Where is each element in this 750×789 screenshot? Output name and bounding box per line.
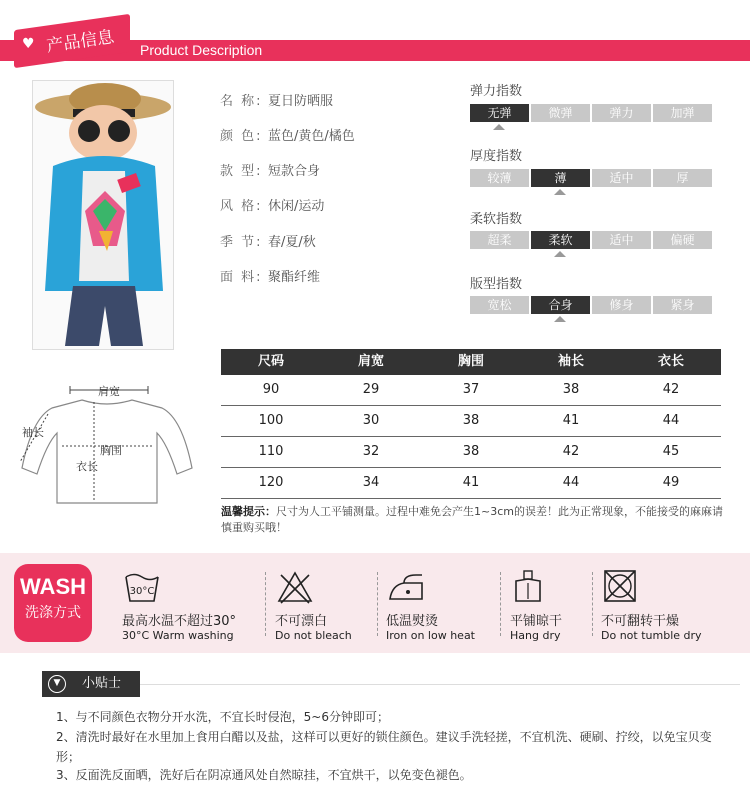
wash-label-cn: 最高水温不超过30° (122, 614, 237, 629)
wash-item (386, 569, 475, 642)
table-cell: 90 (262, 382, 280, 397)
table-cell: 32 (362, 444, 380, 459)
softness-option: 适中 (592, 231, 651, 249)
selection-marker-icon (554, 251, 566, 257)
wash-label-cn: 不可翻转干燥 (601, 614, 680, 629)
divider (377, 572, 378, 636)
table-row (221, 468, 721, 499)
wash-label-cn: 平铺晾干 (510, 614, 563, 629)
info-style-cut: 款 型: 短款合身 (220, 164, 321, 179)
table-cell: 42 (562, 444, 580, 459)
hang-dry-icon (510, 569, 550, 605)
fit-option: 宽松 (470, 296, 529, 314)
table-cell: 37 (462, 382, 480, 397)
table-cell: 49 (662, 475, 680, 490)
table-cell: 45 (662, 444, 680, 459)
table-cell: 44 (662, 413, 680, 428)
tip-item: 2、清洗时最好在水里加上食用白醋以及盐，这样可以更好的锁住颜色。建议手洗轻搓，不宜机洗、硬刷、拧绞，以免宝贝变形； (56, 730, 712, 764)
table-cell: 38 (462, 444, 480, 459)
table-cell: 44 (562, 475, 580, 490)
info-fabric: 面 料: 聚酯纤维 (220, 270, 321, 285)
heart-icon: ♥ (22, 36, 35, 52)
softness-scale (470, 231, 712, 249)
wash-label-en: Hang dry (510, 629, 561, 642)
table-cell: 34 (362, 475, 380, 490)
low-heat-iron-icon (386, 569, 426, 605)
wash-badge (14, 564, 92, 642)
info-name: 名 称: 夏日防晒服 (220, 94, 334, 109)
softness-title: 柔软指数 (470, 212, 523, 227)
elasticity-option: 加弹 (653, 104, 712, 122)
fit-scale (470, 296, 712, 314)
wash-label-cn: 不可漂白 (275, 614, 328, 629)
diagram-shoulder-label: 肩宽 (98, 385, 120, 398)
wash-item (510, 569, 562, 642)
wash-label-en: Iron on low heat (386, 629, 475, 642)
wash-label-cn: 低温熨烫 (386, 614, 439, 629)
thickness-title: 厚度指数 (470, 149, 523, 164)
column-header: 尺码 (257, 354, 284, 369)
fit-option: 紧身 (653, 296, 712, 314)
table-cell: 41 (462, 475, 480, 490)
table-cell: 38 (562, 382, 580, 397)
table-cell: 42 (662, 382, 680, 397)
wash-label-en: Do not bleach (275, 629, 352, 642)
table-cell: 110 (258, 444, 284, 459)
header-title-cn: 产品信息 (45, 27, 116, 57)
selection-marker-icon (554, 316, 566, 322)
elasticity-scale (470, 104, 712, 122)
diagram-chest-label: 胸围 (100, 444, 122, 457)
column-header: 衣长 (657, 354, 684, 369)
header-title-en: Product Description (140, 42, 263, 58)
diagram-length-label: 衣长 (76, 460, 98, 473)
column-header: 肩宽 (357, 354, 384, 369)
table-header (221, 349, 721, 375)
divider (592, 572, 593, 636)
thickness-option: 厚 (653, 169, 712, 187)
size-table (221, 349, 721, 499)
table-cell: 41 (562, 413, 580, 428)
divider (500, 572, 501, 636)
divider (140, 684, 740, 685)
table-row (221, 375, 721, 406)
info-color: 颜 色: 蓝色/黄色/橘色 (220, 129, 355, 144)
softness-option: 偏硬 (653, 231, 712, 249)
elasticity-option: 无弹 (470, 104, 529, 122)
svg-text:30°C: 30°C (129, 586, 155, 597)
softness-option: 柔软 (531, 231, 590, 249)
no-bleach-icon (275, 569, 315, 605)
elasticity-option: 弹力 (592, 104, 651, 122)
info-season: 季 节: 春/夏/秋 (220, 235, 316, 250)
product-photo (32, 80, 174, 350)
wash-title-en: WASH (20, 574, 86, 599)
thickness-scale (470, 169, 712, 187)
table-row (221, 437, 721, 468)
wash-title-cn: 洗涤方式 (25, 605, 81, 621)
chevron-down-icon: ▼ (48, 675, 66, 693)
wash-label-en: 30°C Warm washing (122, 629, 234, 642)
wash-label-en: Do not tumble dry (601, 629, 702, 642)
table-cell: 29 (362, 382, 380, 397)
selection-marker-icon (554, 189, 566, 195)
note-text: 尺寸为人工平铺测量。过程中难免会产生1~3cm的误差！此为正常现象，不能接受的麻麻请慎重购买哦！ (221, 505, 723, 534)
note-label: 温馨提示： (221, 505, 276, 518)
thickness-option: 薄 (531, 169, 590, 187)
diagram-sleeve-label: 袖长 (22, 426, 44, 439)
elasticity-option: 微弹 (531, 104, 590, 122)
table-cell: 100 (258, 413, 284, 428)
wash-item (122, 569, 236, 642)
table-cell: 120 (258, 475, 284, 490)
tip-item: 3、反面洗反面晒，洗好后在阴凉通风处自然晾挂，不宜烘干，以免变色褪色。 (56, 768, 472, 782)
wash-item (275, 569, 352, 642)
table-cell: 30 (362, 413, 380, 428)
elasticity-title: 弹力指数 (470, 84, 523, 99)
softness-option: 超柔 (470, 231, 529, 249)
fit-option: 合身 (531, 296, 590, 314)
fit-option: 修身 (592, 296, 651, 314)
info-style: 风 格: 休闲/运动 (220, 199, 325, 214)
table-row (221, 406, 721, 437)
wash-item (601, 569, 702, 642)
selection-marker-icon (493, 124, 505, 130)
tips-header: 小贴士 (42, 671, 140, 697)
divider (265, 572, 266, 636)
thickness-option: 较薄 (470, 169, 529, 187)
column-header: 胸围 (457, 354, 484, 369)
thickness-option: 适中 (592, 169, 651, 187)
measurement-note (221, 504, 726, 536)
no-tumble-dry-icon (601, 569, 641, 605)
tip-item: 1、与不同颜色衣物分开水洗，不宜长时侵泡，5~6分钟即可； (56, 710, 389, 724)
max-30c-wash-icon (122, 569, 162, 605)
fit-title: 版型指数 (470, 277, 523, 292)
table-cell: 38 (462, 413, 480, 428)
column-header: 袖长 (557, 354, 584, 369)
